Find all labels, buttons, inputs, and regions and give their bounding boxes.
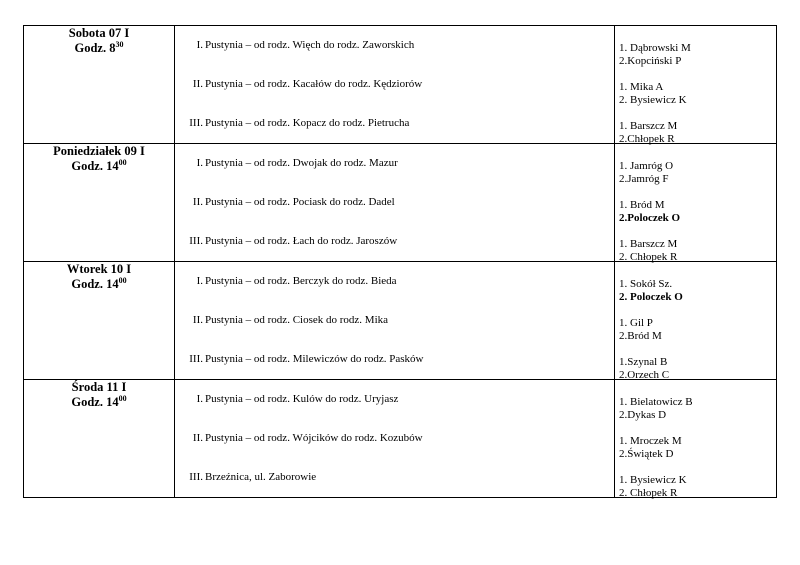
staff-pair: 1. Bysiewicz K 2. Chłopek R bbox=[619, 474, 687, 499]
staff-pair: 1. Mika A 2. Bysiewicz K bbox=[619, 81, 687, 106]
route-item: II. Pustynia – od rodz. Pociask do rodz. Dadel bbox=[192, 196, 395, 208]
staff-pair: 1. Bród M 2.Poloczek O bbox=[619, 199, 681, 224]
staff-pair: 1. Jamróg O 2.Jamróg F bbox=[619, 160, 674, 185]
staff-pair: 1. Dąbrowski M 2.Kopciński P bbox=[619, 42, 691, 67]
day-row bbox=[24, 26, 777, 144]
day-label: Poniedziałek 09 I bbox=[53, 144, 145, 158]
time-label: Godz. $14^{00}$ bbox=[71, 276, 127, 291]
route-item: III. Pustynia – od rodz. Łach do rodz. Jaroszów bbox=[189, 235, 398, 247]
day-cell bbox=[24, 144, 175, 262]
staff-cell bbox=[615, 144, 777, 262]
day-cell bbox=[24, 380, 175, 498]
staff-pair: 1. Bielatowicz B 2.Dykas D bbox=[619, 396, 693, 421]
route-item: I. Pustynia – od rodz. Dwojak do rodz. Mazur bbox=[196, 157, 398, 169]
route-item: III. Pustynia – od rodz. Kopacz do rodz. Pietrucha bbox=[189, 117, 410, 129]
day-label: Sobota 07 I bbox=[68, 26, 130, 40]
day-row bbox=[24, 262, 777, 380]
time-label: Godz. $14^{00}$ bbox=[71, 158, 127, 173]
route-item: II. Pustynia – od rodz. Kacałów do rodz. Kędziorów bbox=[192, 78, 423, 90]
staff-pair: 1. Barszcz M 2.Chłopek R bbox=[619, 120, 678, 145]
routes-cell bbox=[175, 262, 615, 380]
staff-pair: 1.Szynal B 2.Orzech C bbox=[619, 356, 670, 381]
route-item: I. Pustynia – od rodz. Więch do rodz. Zaworskich bbox=[196, 39, 415, 51]
day-cell bbox=[24, 26, 175, 144]
time-label: Godz. $8^{30}$ bbox=[74, 40, 124, 55]
route-item: III. Pustynia – od rodz. Milewiczów do rodz. Pasków bbox=[189, 353, 424, 365]
day-cell bbox=[24, 262, 175, 380]
staff-cell bbox=[615, 26, 777, 144]
schedule-table bbox=[23, 25, 777, 498]
route-item: I. Pustynia – od rodz. Kulów do rodz. Uryjasz bbox=[196, 393, 399, 405]
route-item: III. Brzeźnica, ul. Zaborowie bbox=[189, 471, 317, 483]
staff-cell bbox=[615, 380, 777, 498]
route-item: I. Pustynia – od rodz. Berczyk do rodz. Bieda bbox=[196, 275, 397, 287]
staff-pair: 1. Mroczek M 2.Świątek D bbox=[619, 435, 682, 460]
route-item: II. Pustynia – od rodz. Wójcików do rodz. Kozubów bbox=[192, 432, 423, 444]
routes-cell bbox=[175, 380, 615, 498]
route-item: II. Pustynia – od rodz. Ciosek do rodz. Mika bbox=[192, 314, 389, 326]
routes-cell bbox=[175, 144, 615, 262]
routes-cell bbox=[175, 26, 615, 144]
staff-pair: 1. Gil P 2.Bród M bbox=[619, 317, 662, 342]
day-label: Środa 11 I bbox=[71, 380, 127, 394]
staff-pair: 1. Sokół Sz. 2. Poloczek O bbox=[619, 278, 683, 303]
day-row bbox=[24, 380, 777, 498]
time-label: Godz. $14^{00}$ bbox=[71, 394, 127, 409]
staff-pair: 1. Barszcz M 2. Chłopek R bbox=[619, 238, 678, 263]
day-row bbox=[24, 144, 777, 262]
day-label: Wtorek 10 I bbox=[66, 262, 132, 276]
staff-cell bbox=[615, 262, 777, 380]
